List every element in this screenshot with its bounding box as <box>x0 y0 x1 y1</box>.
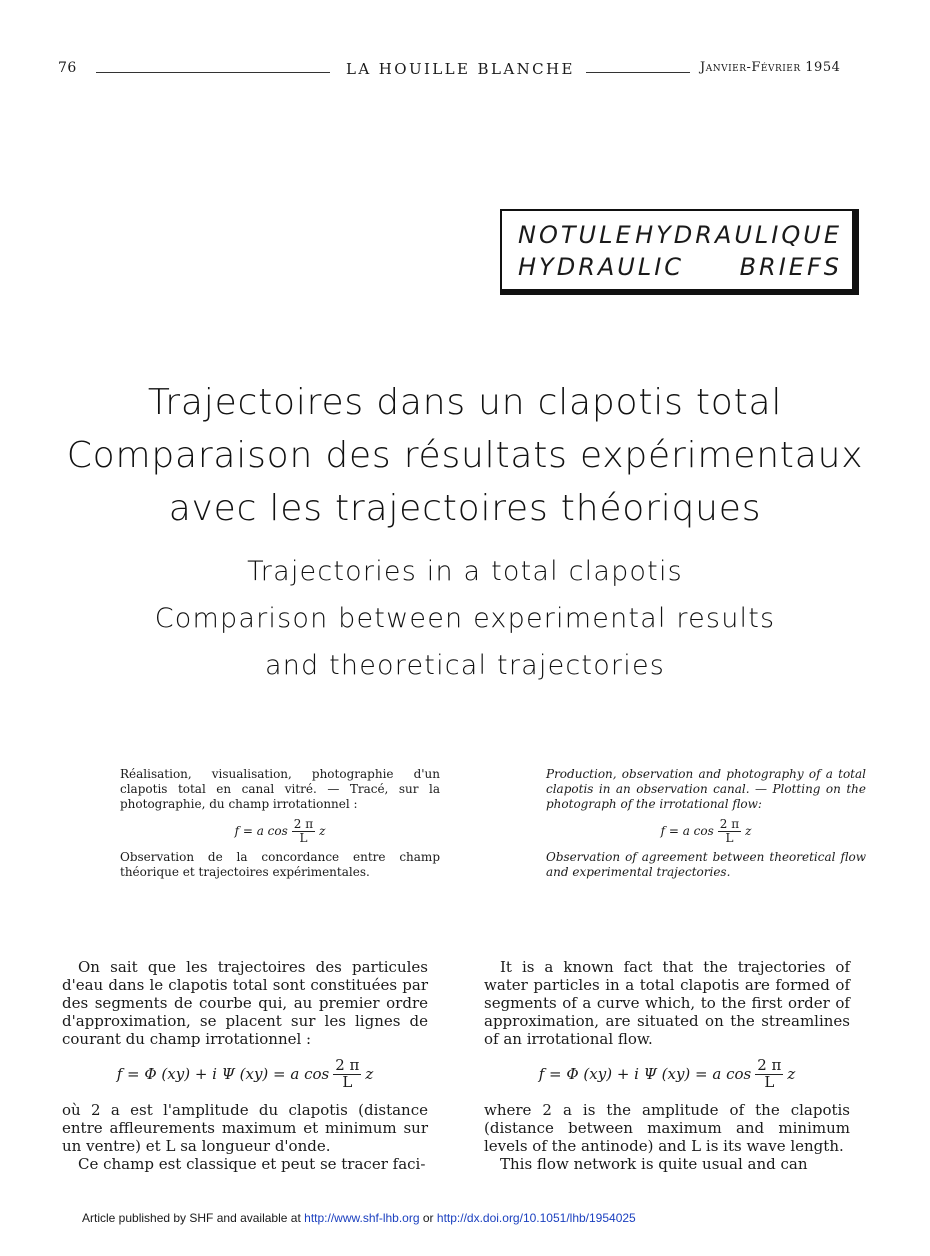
formula-fraction <box>755 1058 783 1091</box>
formula-lhs: f = Φ (xy) + i Ψ (xy) = a cos <box>538 1065 752 1084</box>
paragraph: Ce champ est classique et peut se tracer faci- <box>78 1154 426 1173</box>
formula-denominator: L <box>764 1072 775 1091</box>
formula-rhs: z <box>365 1065 374 1084</box>
body-formula <box>484 1058 850 1091</box>
paragraph: On sait que les trajectoires des particules d'eau dans le clapotis total sont constituées par des segments de courbe qui, au premier ordre d'approximation, se placent sur les lignes de courant du champ irrotationnel : <box>62 958 428 1048</box>
formula-denominator: L <box>342 1072 353 1091</box>
formula-fraction <box>718 818 741 844</box>
page-number: 76 <box>58 60 77 76</box>
formula-numerator: 2 π <box>335 1056 360 1074</box>
formula-fraction <box>292 818 315 844</box>
paragraph: où 2 a est l'amplitude du clapotis (distance entre affleurements maximum et minimum sur un ventre) et L sa longueur d'onde. <box>62 1100 428 1155</box>
title-english-line-2: Comparison between experimental results <box>154 603 776 634</box>
paragraph: where 2 a is the amplitude of the clapotis (distance between maximum and minimum levels of the antinode) and L is its wave length. <box>484 1100 850 1155</box>
section-label-word: HYDRAULIC <box>518 253 685 281</box>
journal-name: LA HOUILLE BLANCHE <box>346 60 575 78</box>
title-french-line-3: avec les trajectoires théoriques <box>168 488 762 529</box>
caption-text: Réalisation, visualisation, photographie d'un clapotis total en canal vitré. — Tracé, sur la photographie, du champ irrotationnel : <box>120 767 440 811</box>
body-french <box>62 958 428 1173</box>
formula-lhs: f = a cos <box>660 823 714 838</box>
title-french-line-1: Trajectoires dans un clapotis total <box>147 382 783 423</box>
title-french-line-2: Comparaison des résultats expérimentaux <box>66 435 864 476</box>
formula-lhs: f = a cos <box>234 823 288 838</box>
footer-prefix: Article published by SHF and available at <box>82 1211 301 1225</box>
footer-middle: or <box>422 1211 434 1225</box>
paragraph: It is a known fact that the trajectories of water particles in a total clapotis are formed of segments of a curve which, to the first order of approximation, are situated on the streamlines of an irrotational flow. <box>484 958 850 1048</box>
formula-denominator: L <box>299 830 308 845</box>
section-label-word: BRIEFS <box>739 253 842 281</box>
caption-text: Observation de la concordance entre champ théorique et trajectoires expérimentales. <box>120 850 440 880</box>
caption-french <box>120 767 440 880</box>
section-label-french <box>518 221 842 249</box>
footer-link-shf[interactable]: http://www.shf-lhb.org <box>304 1211 420 1225</box>
formula-denominator: L <box>725 830 734 845</box>
header-rule-left <box>96 72 330 73</box>
title-english-line-1: Trajectories in a total clapotis <box>247 556 683 587</box>
caption-formula <box>120 818 440 844</box>
paragraph: This flow network is quite usual and can <box>500 1154 808 1173</box>
formula-numerator: 2 π <box>719 817 740 831</box>
section-label-english <box>518 253 842 281</box>
issue-date: Janvier-Février 1954 <box>700 60 841 75</box>
caption-formula <box>546 818 866 844</box>
formula-numerator: 2 π <box>293 817 314 831</box>
caption-english <box>546 767 866 880</box>
formula-fraction <box>333 1058 361 1091</box>
caption-text: Production, observation and photography of a total clapotis in an observation canal. — Plotting on the photograph of the irrotational flow: <box>546 767 866 811</box>
section-label-box <box>500 209 859 295</box>
body-english <box>484 958 850 1173</box>
publication-footer <box>82 1211 636 1225</box>
formula-rhs: z <box>787 1065 796 1084</box>
formula-lhs: f = Φ (xy) + i Ψ (xy) = a cos <box>116 1065 330 1084</box>
footer-link-doi[interactable]: http://dx.doi.org/10.1051/lhb/1954025 <box>436 1211 636 1225</box>
formula-rhs: z <box>745 823 752 838</box>
section-label-word: NOTULE <box>518 221 634 249</box>
title-english-line-3: and theoretical trajectories <box>264 650 666 681</box>
caption-text: Observation of agreement between theoretical flow and experimental trajectories. <box>546 850 866 880</box>
header-rule-right <box>586 72 690 73</box>
section-label-word: HYDRAULIQUE <box>635 221 842 249</box>
body-formula <box>62 1058 428 1091</box>
formula-numerator: 2 π <box>757 1056 782 1074</box>
formula-rhs: z <box>319 823 326 838</box>
